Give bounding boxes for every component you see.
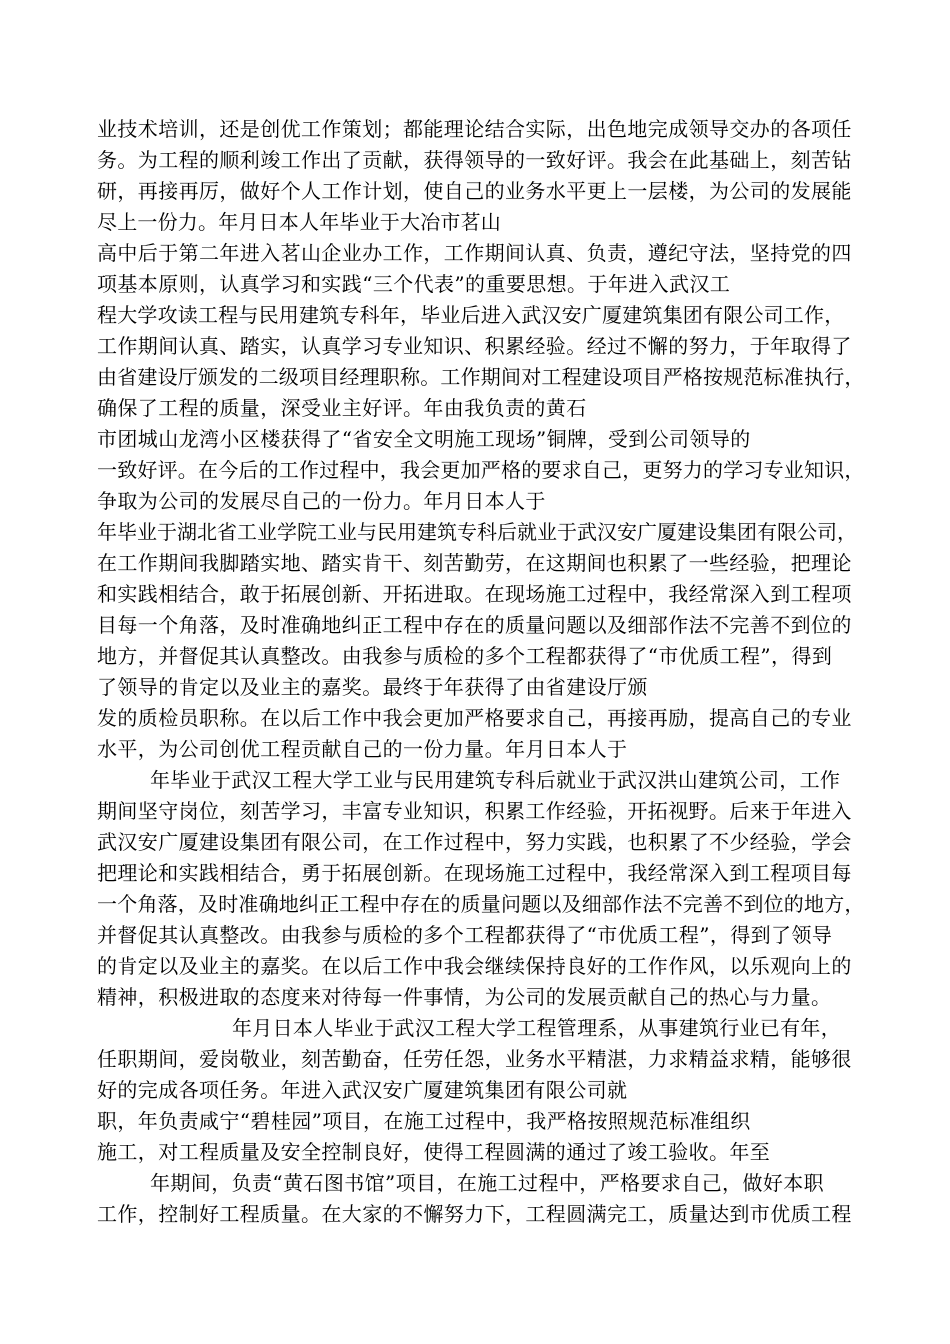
text-line: 争取为公司的发展尽自己的一份力。年月日本人于	[97, 489, 546, 513]
text-line: 年月日本人毕业于武汉工程大学工程管理系，从事建筑行业已有年，	[232, 1016, 841, 1040]
text-line: 业技术培训，还是创优工作策划；都能理论结合实际，出色地完成领导交办的各项任	[97, 117, 852, 141]
text-line: 水平，为公司创优工程贡献自己的一份力量。年月日本人于	[97, 737, 628, 761]
text-line: 了领导的肯定以及业主的嘉奖。最终于年获得了由省建设厅颁	[97, 675, 648, 699]
text-line: 职，年负责咸宁“碧桂园”项目，在施工过程中，我严格按照规范标准组织	[97, 1109, 751, 1133]
text-line: 高中后于第二年进入茗山企业办工作，工作期间认真、负责，遵纪守法，坚持党的四	[97, 241, 852, 265]
text-line: 在工作期间我脚踏实地、踏实肯干、刻苦勤劳，在这期间也积累了一些经验，把理论	[97, 551, 852, 575]
text-line: 年毕业于武汉工程大学工业与民用建筑专科后就业于武汉洪山建筑公司，工作	[150, 768, 841, 792]
text-line: 程大学攻读工程与民用建筑专科年，毕业后进入武汉安广厦建筑集团有限公司工作，	[97, 303, 845, 327]
text-line: 尽上一份力。年月日本人年毕业于大冶市茗山	[97, 210, 501, 234]
text-line: 研，再接再厉，做好个人工作计划，使自己的业务水平更上一层楼，为公司的发展能	[97, 179, 852, 203]
text-line: 年期间，负责“黄石图书馆”项目，在施工过程中，严格要求自己，做好本职	[150, 1171, 825, 1195]
text-line: 的肯定以及业主的嘉奖。在以后工作中我会继续保持良好的工作作风，以乐观向上的	[97, 954, 852, 978]
text-line: 武汉安广厦建设集团有限公司，在工作过程中，努力实践，也积累了不少经验，学会	[97, 830, 852, 854]
text-line: 目每一个角落，及时准确地纠正工程中存在的质量问题以及细部作法不完善不到位的	[97, 613, 852, 637]
text-line: 年毕业于湖北省工业学院工业与民用建筑专科后就业于武汉安广厦建设集团有限公司，	[97, 520, 857, 544]
text-line: 工作期间认真、踏实，认真学习专业知识、积累经验。经过不懈的努力，于年取得了	[97, 334, 852, 358]
text-line: 市团城山龙湾小区楼获得了“省安全文明施工现场”铜牌，受到公司领导的	[97, 427, 751, 451]
text-line: 任职期间，爱岗敬业，刻苦勤奋，任劳任怨，业务水平精湛，力求精益求精，能够很	[97, 1047, 852, 1071]
text-line: 期间坚守岗位，刻苦学习，丰富专业知识，积累工作经验，开拓视野。后来于年进入	[97, 799, 852, 823]
text-line: 和实践相结合，敢于拓展创新、开拓进取。在现场施工过程中，我经常深入到工程项	[97, 582, 852, 606]
text-line: 并督促其认真整改。由我参与质检的多个工程都获得了“市优质工程”，得到了领导	[97, 923, 833, 947]
text-line: 一个角落，及时准确地纠正工程中存在的质量问题以及细部作法不完善不到位的地方，	[97, 892, 865, 916]
text-line: 确保了工程的质量，深受业主好评。年由我负责的黄石	[97, 396, 587, 420]
text-line: 发的质检员职称。在以后工作中我会更加严格要求自己，再接再励，提高自己的专业	[97, 706, 852, 730]
text-line: 工作，控制好工程质量。在大家的不懈努力下，工程圆满完工，质量达到市优质工程	[97, 1202, 852, 1226]
text-line: 把理论和实践相结合，勇于拓展创新。在现场施工过程中，我经常深入到工程项目每	[97, 861, 852, 885]
text-line: 由省建设厅颁发的二级项目经理职称。工作期间对工程建设项目严格按规范标准执行，	[97, 365, 865, 389]
text-line: 好的完成各项任务。年进入武汉安广厦建筑集团有限公司就	[97, 1078, 628, 1102]
text-line: 精神，积极进取的态度来对待每一件事情，为公司的发展贡献自己的热心与力量。	[97, 985, 832, 1009]
text-line: 项基本原则，认真学习和实践“三个代表”的重要思想。于年进入武汉工	[97, 272, 731, 296]
text-line: 地方，并督促其认真整改。由我参与质检的多个工程都获得了“市优质工程”，得到	[97, 644, 833, 668]
text-line: 务。为工程的顺利竣工作出了贡献，获得领导的一致好评。我会在此基础上，刻苦钻	[97, 148, 852, 172]
text-line: 一致好评。在今后的工作过程中，我会更加严格的要求自己，更努力的学习专业知识，	[97, 458, 865, 482]
text-line: 施工，对工程质量及安全控制良好，使得工程圆满的通过了竣工验收。年至	[97, 1140, 771, 1164]
